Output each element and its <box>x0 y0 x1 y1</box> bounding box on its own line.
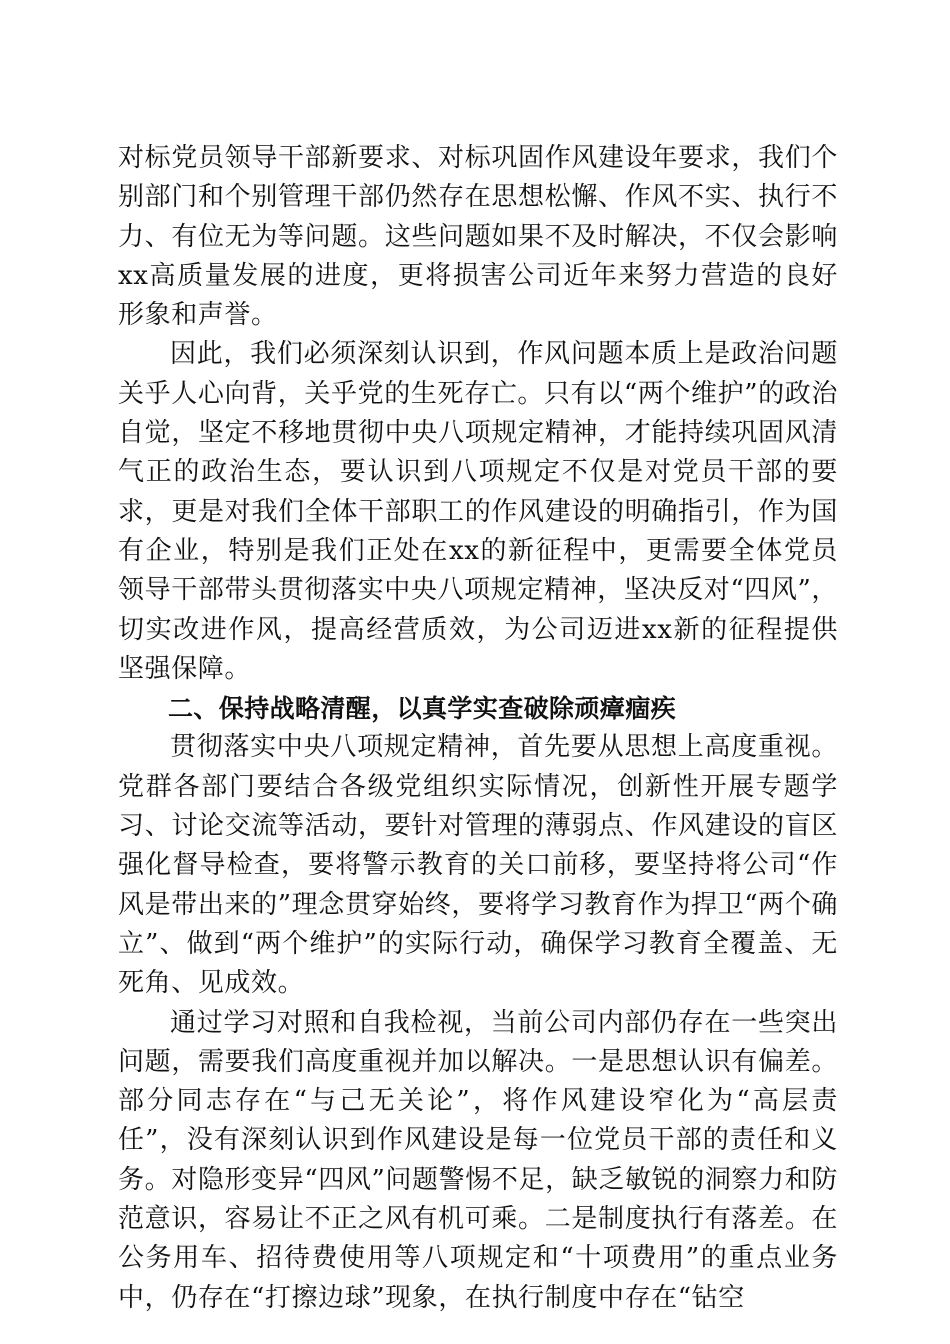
section-heading: 二、保持战略清醒，以真学实查破除顽瘴痼疾 <box>168 694 677 724</box>
paragraph-continued: 对标党员领导干部新要求、对标巩固作风建设年要求，我们个别部门和个别管理干部仍然存在思想松懈、作风不实、执行不力、有位无为等问题。这些问题如果不及时解决，不仅会影响xx高质量发展的进度，更将损害公司近年来努力营造的良好形象和声誉。 <box>118 143 838 331</box>
paragraph: 因此，我们必须深刻认识到，作风问题本质上是政治问题关乎人心向背，关乎党的生死存亡。只有以“两个维护”的政治自觉，坚定不移地贯彻中央八项规定精神，才能持续巩固风清气正的政治生态，要认识到八项规定不仅是对党员干部的要求，更是对我们全体干部职工的作风建设的明确指引，作为国有企业，特别是我们正处在xx的新征程中，更需要全体党员领导干部带头贯彻落实中央八项规定精神，坚决反对“四风”，切实改进作风，提高经营质效，为公司迈进xx新的征程提供坚强保障。 <box>118 339 838 684</box>
document-body <box>118 139 838 1318</box>
paragraph: 贯彻落实中央八项规定精神，首先要从思想上高度重视。党群各部门要结合各级党组织实际情况，创新性开展专题学习、讨论交流等活动，要针对管理的薄弱点、作风建设的盲区强化督导检查，要将警示教育的关口前移，要坚持将公司“作风是带出来的”理念贯穿始终，要将学习教育作为捍卫“两个确立”、做到“两个维护”的实际行动，确保学习教育全覆盖、无死角、见成效。 <box>118 732 838 999</box>
paragraph: 通过学习对照和自我检视，当前公司内部仍存在一些突出问题，需要我们高度重视并加以解决。一是思想认识有偏差。部分同志存在“与己无关论”，将作风建设窄化为“高层责任”，没有深刻认识到作风建设是每一位党员干部的责任和义务。对隐形变异“四风”问题警惕不足，缺乏敏锐的洞察力和防范意识，容易让不正之风有机可乘。二是制度执行有落差。在公务用车、招待费使用等八项规定和“十项费用”的重点业务中，仍存在“打擦边球”现象，在执行制度中存在“钻空 <box>118 1007 838 1313</box>
